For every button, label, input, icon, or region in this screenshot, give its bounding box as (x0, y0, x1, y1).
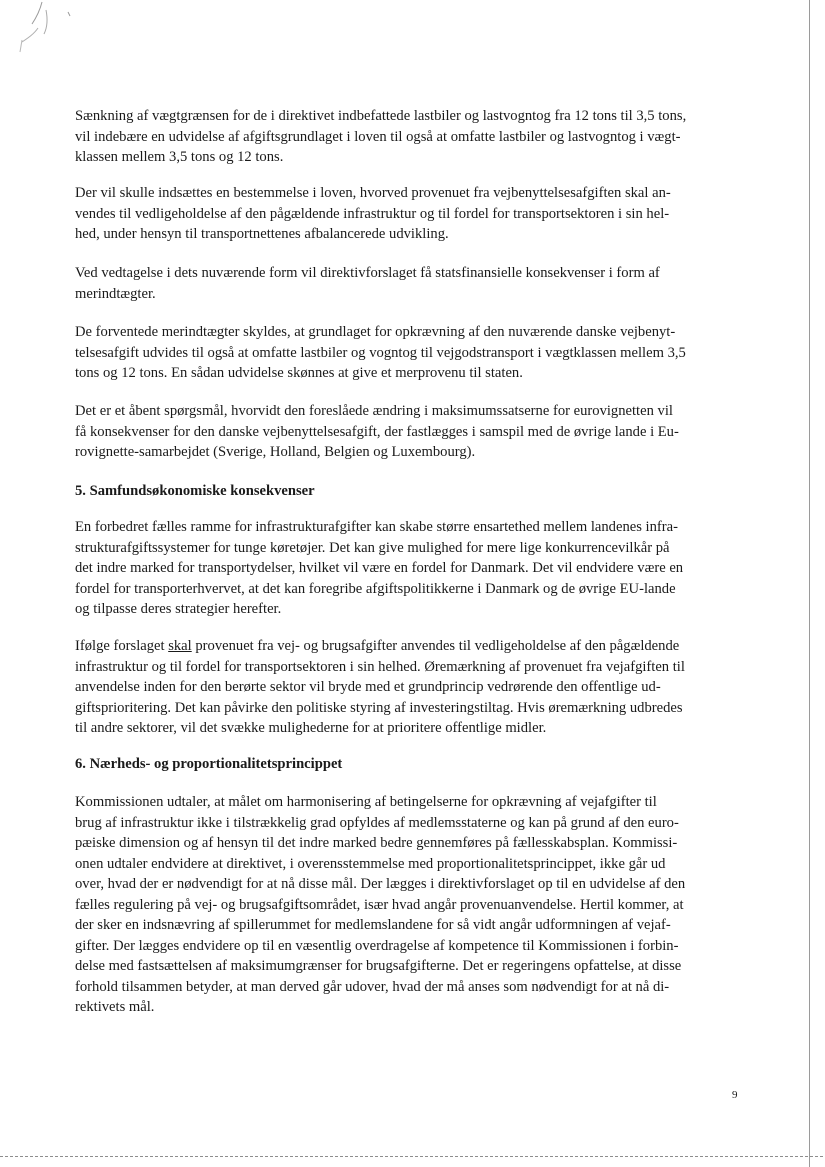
text-line: Ved vedtagelse i dets nuværende form vil direktivforslaget få statsfinansielle konsekvenser i form af (75, 265, 660, 281)
section-5-paragraph-1 (75, 517, 737, 620)
text-line: gifter. Der lægges endvidere op til en væsentlig overdragelse af kompetence til Kommissionen i forbin- (75, 937, 679, 954)
page-number: 9 (732, 1089, 738, 1101)
text-fragment: Ifølge forslaget (75, 638, 169, 654)
text-fragment: provenuet fra vej- og brugsafgifter anvendes til vedligeholdelse af den pågældende (191, 638, 680, 654)
handwritten-mark (2, 0, 82, 70)
text-line: der sker en indsnævring af spillerummet for medlemslandene for så vidt angår udformningen af vejaf- (75, 917, 671, 933)
text-line: merindtægter. (75, 285, 156, 302)
paragraph-additional-revenue (75, 322, 737, 384)
paragraph-revenue-use (75, 183, 737, 245)
text-line: anvendelse inden for den berørte sektor vil bryde med et grundprincip vedrørende den offentlige ud- (75, 679, 661, 695)
underlined-word: skal (168, 638, 192, 654)
text-line: delse med fastsættelsen af maksimumgrænser for brugsafgifterne. Det er regeringens opfattelse, at disse (75, 958, 682, 974)
text-line: Der vil skulle indsættes en bestemmelse i loven, hvorved provenuet fra vejbenyttelsesafgiften skal an- (75, 185, 671, 201)
text-line: onen udtaler endvidere at direktivet, i overensstemmelse med proportionalitetsprincippet, ikke går ud (75, 855, 666, 872)
text-line: over, hvad der er nødvendigt for at nå disse mål. Der lægges i direktivforslaget op til en udvidelse af den (75, 876, 686, 892)
paragraph-fiscal-consequences (75, 263, 737, 304)
text-line: fælles regulering på vej- og brugsafgiftsområdet, især hvad angår provenuanvendelse. Hertil kommer, at (75, 896, 684, 913)
scan-edge-right (809, 0, 810, 1167)
paragraph-eurovignette (75, 401, 737, 463)
section-5-heading: 5. Samfundsøkonomiske konsekvenser (75, 483, 315, 499)
scan-edge-bottom (0, 1156, 825, 1157)
text-line: få konsekvenser for den danske vejbenyttelsesafgift, der fastlægges i samspil med de øvrige lande i Eu- (75, 423, 679, 440)
text-line: vil indebære en udvidelse af afgiftsgrundlaget i loven til også at omfatte lastbiler og lastvogntog i vægt- (75, 128, 681, 145)
text-line: Det er et åbent spørgsmål, hvorvidt den foreslåede ændring i maksimumssatserne for eurovignetten vil (75, 403, 673, 419)
text-line: strukturafgiftssystemer for tunge køretøjer. Det kan give mulighed for mere lige konkurrencevilkår på (75, 539, 670, 556)
text-line: det indre marked for transportydelser, hvilket vil være en fordel for Danmark. Det vil endvidere være en (75, 560, 684, 576)
text-line: hed, under hensyn til transportnettenes afbalancerede udvikling. (75, 226, 449, 242)
text-line: vendes til vedligeholdelse af den pågældende infrastruktur og til fordel for transportsektoren i sin hel- (75, 205, 670, 222)
text-line: fordel for transporterhvervet, at det kan foregribe afgiftspolitikkerne i Danmark og de øvrige EU-lande (75, 580, 676, 597)
text-line: til andre sektorer, vil det svække mulighederne for at prioritere offentlige midler. (75, 720, 547, 736)
text-line: brug af infrastruktur ikke i tilstrækkelig grad opfyldes af medlemsstaterne og kan på grund af den euro- (75, 814, 679, 831)
text-line: rovignette-samarbejdet (Sverige, Holland, Belgien og Luxembourg). (75, 444, 476, 460)
text-line: klassen mellem 3,5 tons og 12 tons. (75, 149, 284, 165)
text-line: En forbedret fælles ramme for infrastrukturafgifter kan skabe større ensartethed mellem landenes infra- (75, 519, 678, 535)
text-line: giftsprioritering. Det kan påvirke den politiske styring af investeringstiltag. Hvis øremærkning udbredes (75, 699, 683, 716)
text-line: forhold tilsammen betyder, at man derved går udover, hvad der må anses som nødvendigt for at nå di- (75, 978, 670, 995)
text-line: telsesafgift udvides til også at omfatte lastbiler og vogntog til vejgodstransport i vægtklassen mellem 3,5 (75, 344, 686, 361)
text-line: pæiske dimension og af hensyn til det indre marked bedre gennemføres på fællesskabsplan. Kommissi- (75, 835, 678, 851)
text-line: Sænkning af vægtgrænsen for de i direktivet indbefattede lastbiler og lastvogntog fra 12 tons til 3,5 tons, (75, 108, 687, 124)
text-line: infrastruktur og til fordel for transportsektoren i sin helhed. Øremærkning af provenuet fra vejafgiften til (75, 658, 685, 675)
section-6-paragraph-1 (75, 792, 737, 1018)
section-5-paragraph-2 (75, 636, 737, 739)
paragraph-weight-limit (75, 106, 737, 168)
text-line (75, 636, 737, 657)
section-6-heading: 6. Nærheds- og proportionalitetsprincippet (75, 756, 343, 772)
text-line: og tilpasse deres strategier herefter. (75, 601, 282, 617)
text-line: tons og 12 tons. En sådan udvidelse skønnes at give et merprovenu til staten. (75, 365, 523, 381)
text-line: Kommissionen udtaler, at målet om harmonisering af betingelserne for opkrævning af vejafgifter til (75, 794, 657, 810)
text-line: De forventede merindtægter skyldes, at grundlaget for opkrævning af den nuværende danske vejbenyt- (75, 324, 676, 340)
text-line: rektivets mål. (75, 999, 155, 1015)
